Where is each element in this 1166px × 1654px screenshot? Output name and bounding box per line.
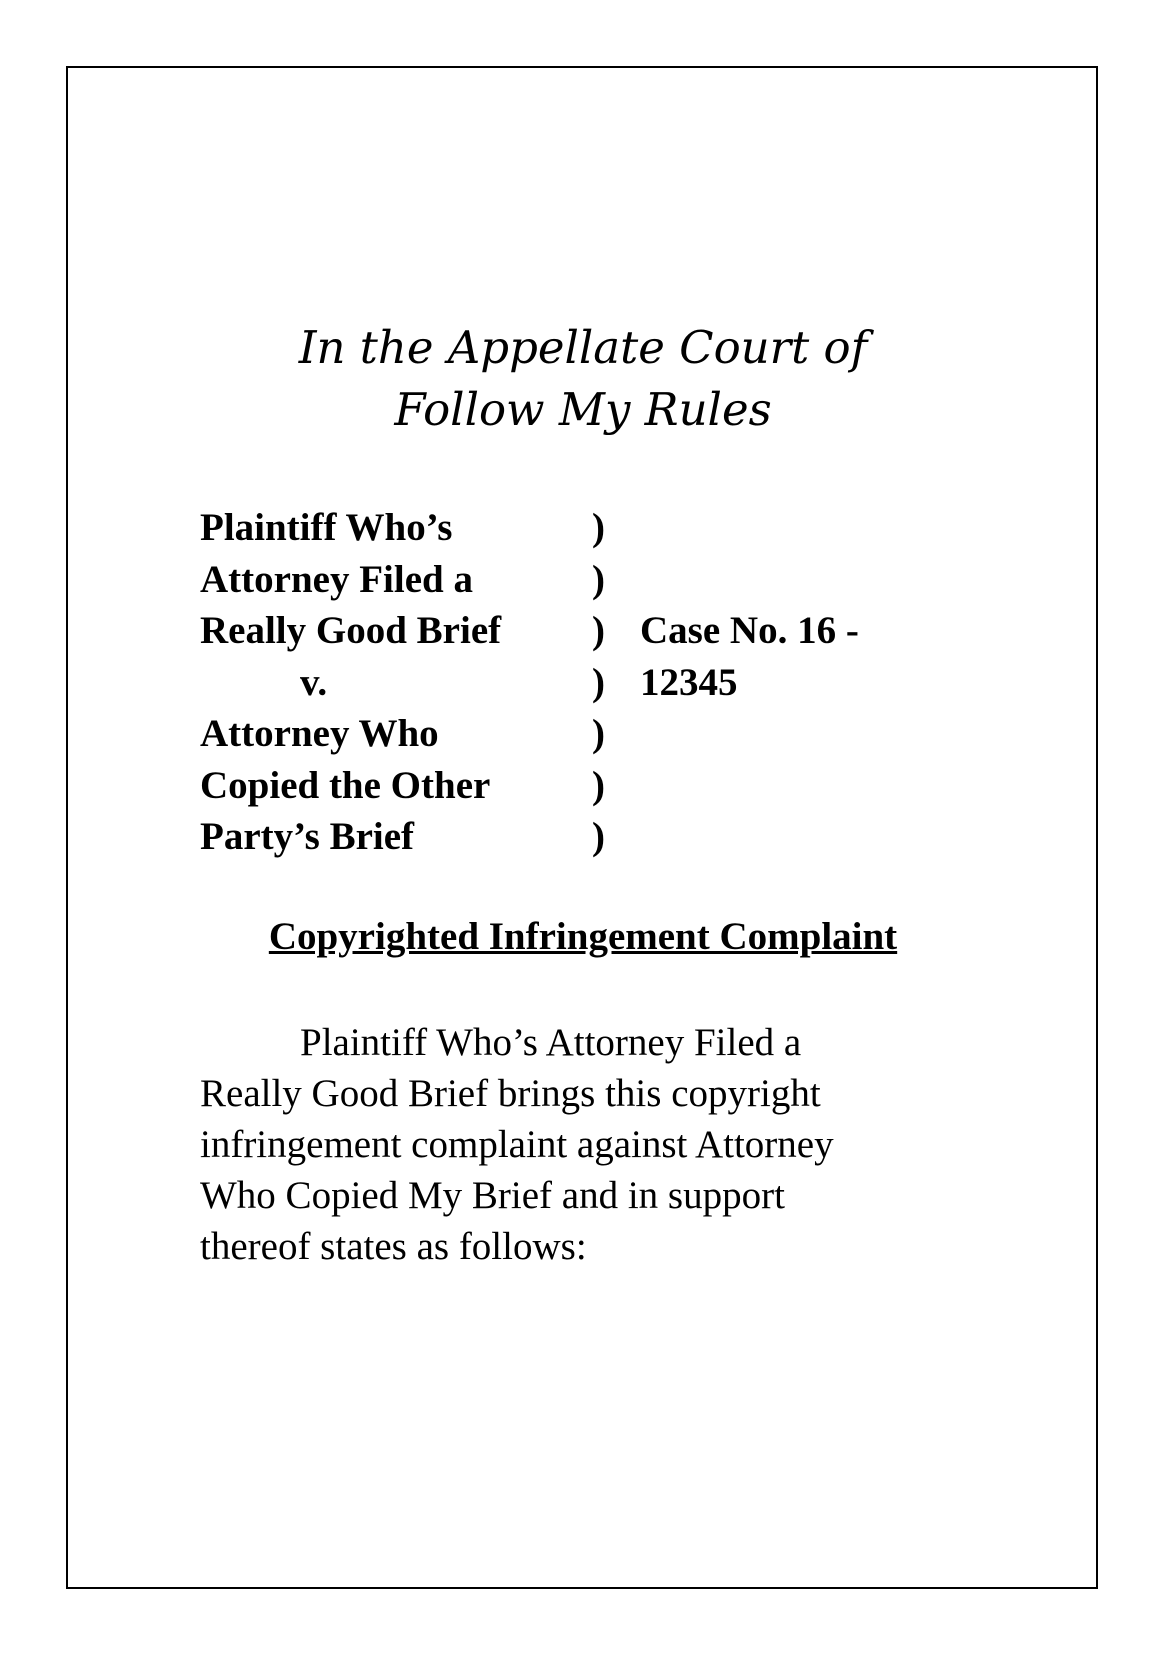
body-line: infringement complaint against Attorney: [200, 1123, 834, 1166]
caption-party-text: Really Good Brief: [200, 609, 502, 652]
caption-party-text: Party’s Brief: [200, 815, 415, 858]
caption-party-text: Copied the Other: [200, 763, 491, 807]
caption-parenthesis: ): [592, 815, 605, 858]
caption-parenthesis: ): [592, 712, 605, 755]
caption-parenthesis: ): [592, 609, 605, 652]
caption-parenthesis: ): [592, 506, 605, 549]
caption-party-text: Attorney Who: [200, 712, 439, 755]
court-title-line-2: Follow My Rules: [394, 383, 772, 436]
caption-parenthesis: ): [592, 763, 605, 807]
body-line: Really Good Brief brings this copyright: [200, 1072, 821, 1115]
court-title-line-1: In the Appellate Court of: [298, 321, 868, 374]
body-line: thereof states as follows:: [200, 1225, 587, 1268]
body-line: Plaintiff Who’s Attorney Filed a: [300, 1021, 802, 1064]
caption-parenthesis: ): [592, 557, 605, 601]
caption-party-text: Attorney Filed a: [200, 557, 473, 601]
case-number-label: Case No. 16 -: [640, 609, 859, 652]
caption-parenthesis: ): [592, 660, 605, 704]
caption-party-text: Plaintiff Who’s: [200, 506, 453, 549]
complaint-heading: Copyrighted Infringement Complaint: [268, 915, 898, 958]
versus-text: v.: [300, 660, 328, 704]
case-number-value: 12345: [640, 660, 738, 704]
body-line: Who Copied My Brief and in support: [200, 1174, 785, 1217]
complaint-body: [200, 1017, 960, 1272]
